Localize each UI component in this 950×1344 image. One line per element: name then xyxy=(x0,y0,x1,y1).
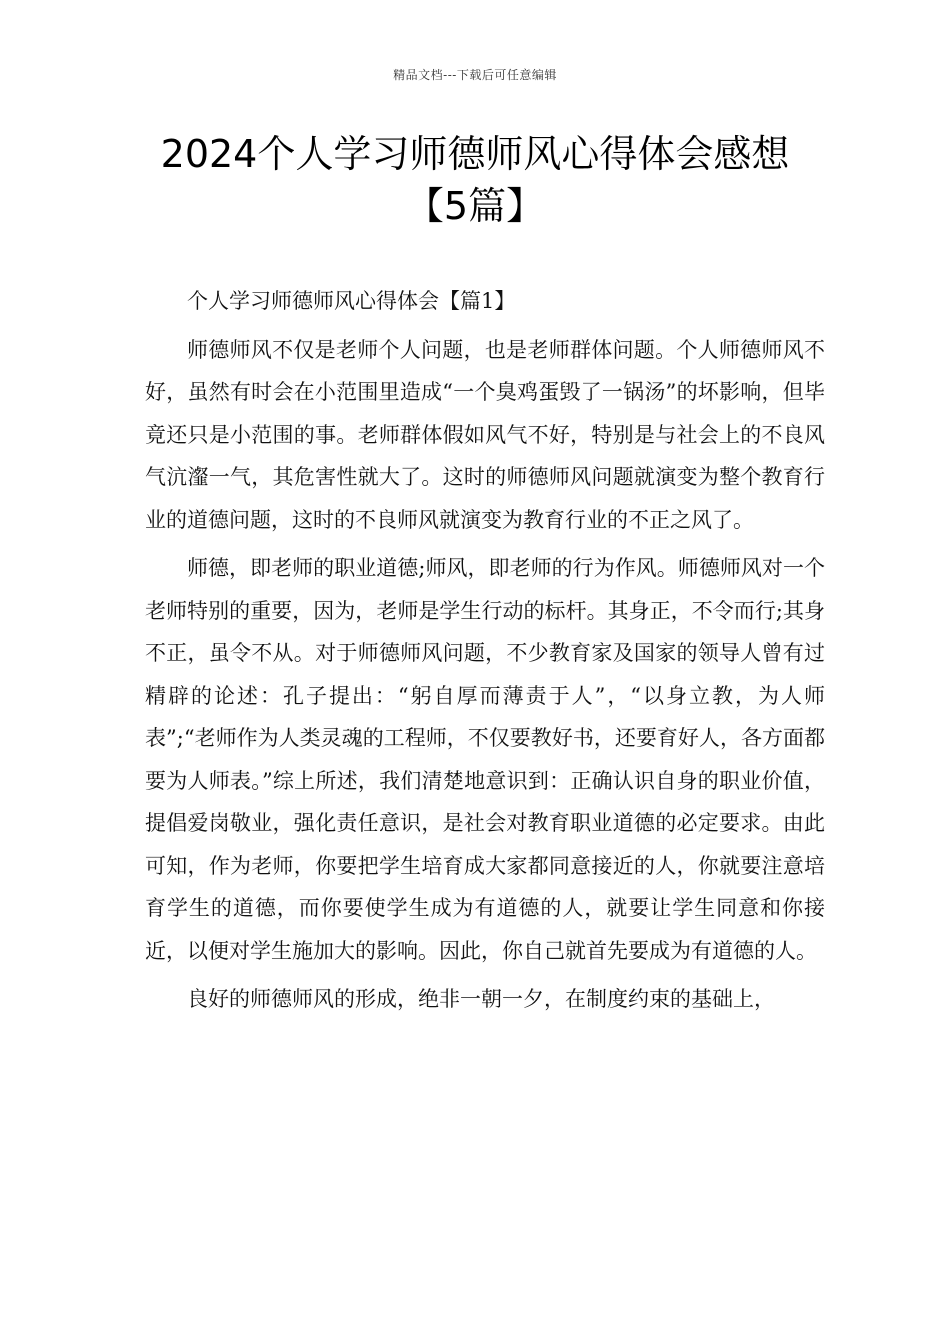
title-line-1: 2024个人学习师德师风心得体会感想 xyxy=(160,132,790,176)
paragraph-1: 师德师风不仅是老师个人问题，也是老师群体问题。个人师德师风不好，虽然有时会在小范围里造成“一个臭鸡蛋毁了一锅汤”的坏影响，但毕竟还只是小范围的事。老师群体假如风气不好，特别是与社会上的不良风气沆瀣一气，其危害性就大了。这时的师德师风问题就演变为整个教育行业的道德问题，这时的不良师风就演变为教育行业的不正之风了。 xyxy=(145,337,825,532)
paragraph-2: 师德，即老师的职业道德;师风，即老师的行为作风。师德师风对一个老师特别的重要，因为，老师是学生行动的标杆。其身正，不令而行;其身不正，虽令不从。对于师德师风问题，不少教育家及国家的领导人曾有过精辟的论述：孔子提出：“躬自厚而薄责于人”，“以身立教，为人师表”;“老师作为人类灵魂的工程师，不仅要教好书，还要育好人，各方面都要为人师表。”综上所述，我们清楚地意识到：正确认识自身的职业价值，提倡爱岗敬业，强化责任意识，是社会对教育职业道德的必定要求。由此可知，作为老师，你要把学生培育成大家都同意接近的人，你就要注意培育学生的道德，而你要使学生成为有道德的人，就要让学生同意和你接近，以便对学生施加大的影响。因此，你自己就首先要成为有道德的人。 xyxy=(145,556,825,963)
paragraph-3: 良好的师德师风的形成，绝非一朝一夕，在制度约束的基础上， xyxy=(187,987,775,1011)
title-line-2: 【5篇】 xyxy=(405,184,545,228)
document-body xyxy=(145,280,825,1027)
document-title xyxy=(60,128,890,232)
section-heading: 个人学习师德师风心得体会【篇1】 xyxy=(187,289,516,313)
header-note: 精品文档---下载后可任意编辑 xyxy=(393,68,557,82)
